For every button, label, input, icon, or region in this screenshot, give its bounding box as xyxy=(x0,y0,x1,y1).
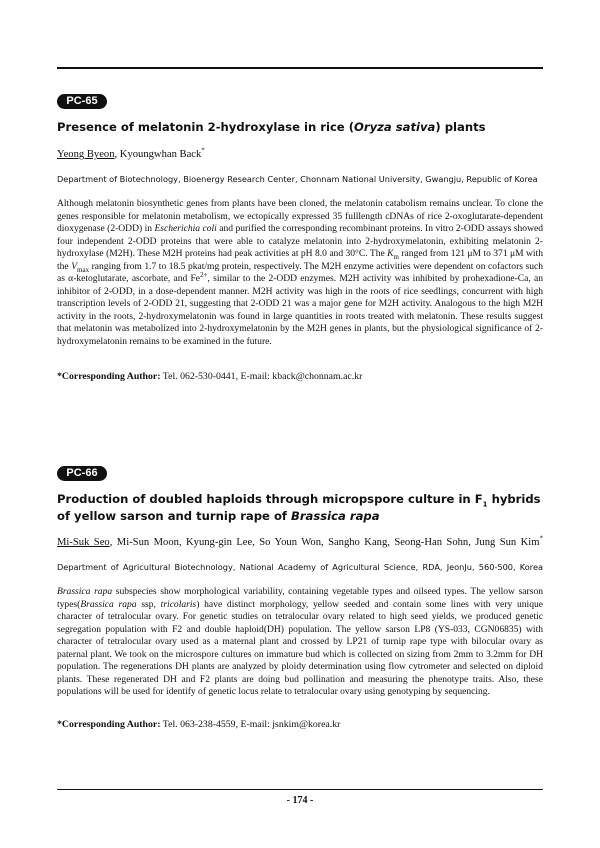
km-subscript: m xyxy=(393,252,399,261)
corresponding-contact: Tel. 062-530-0441, E-mail: kback@chonnam.ac.kr xyxy=(160,371,363,382)
abstract-text: ranged from 121 μM to 371 μM with the xyxy=(57,248,543,272)
vmax-symbol: V xyxy=(71,260,78,272)
corresponding-mark: * xyxy=(539,534,543,543)
co-authors: , Kyoungwhan Back xyxy=(114,149,202,160)
title-text: Presence of melatonin 2-hydroxylase in rice ( xyxy=(57,120,355,134)
title-text: Production of doubled haploids through micropspore culture in F xyxy=(57,492,483,506)
species-name: Brassica rapa xyxy=(80,598,137,610)
fe-superscript: 2+ xyxy=(200,270,208,279)
corresponding-mark: * xyxy=(201,146,205,155)
species-name: Escherichia coli xyxy=(154,223,217,234)
corresponding-author xyxy=(57,370,543,383)
presenting-author: Mi-Suk Seo xyxy=(57,537,110,548)
corresponding-label: *Corresponding Author: xyxy=(57,371,161,382)
corresponding-label: *Corresponding Author: xyxy=(57,719,161,730)
vmax-subscript: max xyxy=(77,265,90,274)
affiliation: Department of Agricultural Biotechnology, National Academy of Agricultural Science, RDA, JeonJu, 560-500, Korea xyxy=(57,562,543,572)
km-symbol: K xyxy=(387,248,394,259)
abstract-code-badge: PC-65 xyxy=(57,94,107,109)
abstract-text: subspecies show morphological variability, containing vegetable types and oilseed types. The yellow sarson types( xyxy=(57,586,543,610)
abstract-text: ssp, xyxy=(136,598,161,610)
abstract-title xyxy=(57,119,543,136)
title-text: ) plants xyxy=(435,120,486,134)
title-subscript: 1 xyxy=(482,500,488,509)
co-authors: , Mi-Sun Moon, Kyung-gin Lee, So Youn Won, Sangho Kang, Seong-Han Sohn, Jung Sun Kim xyxy=(109,537,540,548)
title-species: Brassica rapa xyxy=(291,509,380,523)
author-list xyxy=(57,148,543,162)
abstract-text: ranging from 1.7 to 18.5 pkat/mg protein, respectively. The M2H enzyme activities were dependent on cofactors such as α-ketoglutarate, ascorbate, and Fe xyxy=(57,260,543,284)
abstract-title xyxy=(57,491,543,525)
affiliation: Department of Biotechnology, Bioenergy Research Center, Chonnam National University, Gwangju, Republic of Korea xyxy=(57,174,538,184)
title-text: hybrids of yellow sarson and turnip rape of xyxy=(57,492,541,523)
abstract-text: ) have distinct morphology, yellow seeded and contain some lines with very unique character of tetralocular ovary. For genetic studies on tetralocular ovary related to high seed yields, we produced genetic segregation population with F2 and double haploid(DH) population. The yellow sarson LP8 (YS-033, CGN06835) with character of tetralocular ovary used as a maternal plant and crossed by LP21 of turnip rape type with bilocular ovary as paternal plant. We took on the microspore cultures on immature bud which is collected on sizing from 2mm to 3.2mm for DH population. The regenerations DH plants are analyzed by ploidy determination using flow cytrometer and selected on diploid plants. These regenerated DH and F2 plants are doing bud pollination and measuring the phenotype traits. Also, these populations will be used for identify of genetic locus relate to tetralocular ovary using genotyping by sequencing. xyxy=(57,598,543,697)
abstract-text: Although melatonin biosynthetic genes from plants have been cloned, the melatonin catabolism remains unclear. To clone the genes responsible for melatonin metabolism, we ectopically expressed 35 fulllength cDNAs of rice 2-oxoglutarate-dependent dioxygenase (2-ODD) in xyxy=(57,198,543,234)
abstract-body xyxy=(57,198,543,348)
page-number: - 174 - xyxy=(286,795,314,806)
corresponding-contact: Tel. 063-238-4559, E-mail: jsnkim@korea.kr xyxy=(160,719,341,730)
top-rule xyxy=(57,67,543,69)
abstract-code-badge: PC-66 xyxy=(57,466,107,481)
abstract-body xyxy=(57,586,543,699)
abstract-text: , similar to the 2-ODD enzymes. M2H activity was inhibited by prohexadione-Ca, an inhibitor of 2-ODD, in a dose-dependent manner. M2H activity was high in the roots of rice seedlings, concurrent with high transcription levels of 2-ODD 21, suggesting that 2-ODD 21 was a major gene for M2H activity. Analogous to the high M2H activity in the roots, 2-hydroxymelatonin was found in large quantities in roots treated with melatonin. These results suggest that melatonin was metabolized into 2-hydroxymelatonin by the M2H genes in plants, but the physiological significance of 2-hydroxymelatonin remains to be examined in the future. xyxy=(57,273,543,347)
title-species: Oryza sativa xyxy=(354,120,436,134)
footer-rule xyxy=(57,789,543,790)
presenting-author: Yeong Byeon xyxy=(57,149,115,160)
author-list xyxy=(57,536,543,550)
species-name: Brassica rapa xyxy=(57,586,113,597)
corresponding-author xyxy=(57,718,543,731)
subspecies-name: tricolaris xyxy=(160,598,197,610)
abstract-text: and purified the corresponding recombinant proteins. In vitro 2-ODD assays showed four independent 2-ODD proteins that were able to catalyze melatonin into 2-hydroxymelatonin, exhibiting melatonin 2-hydroxylase (M2H). These M2H proteins had peak activities at pH 8.0 and 30°C. The xyxy=(57,223,543,259)
